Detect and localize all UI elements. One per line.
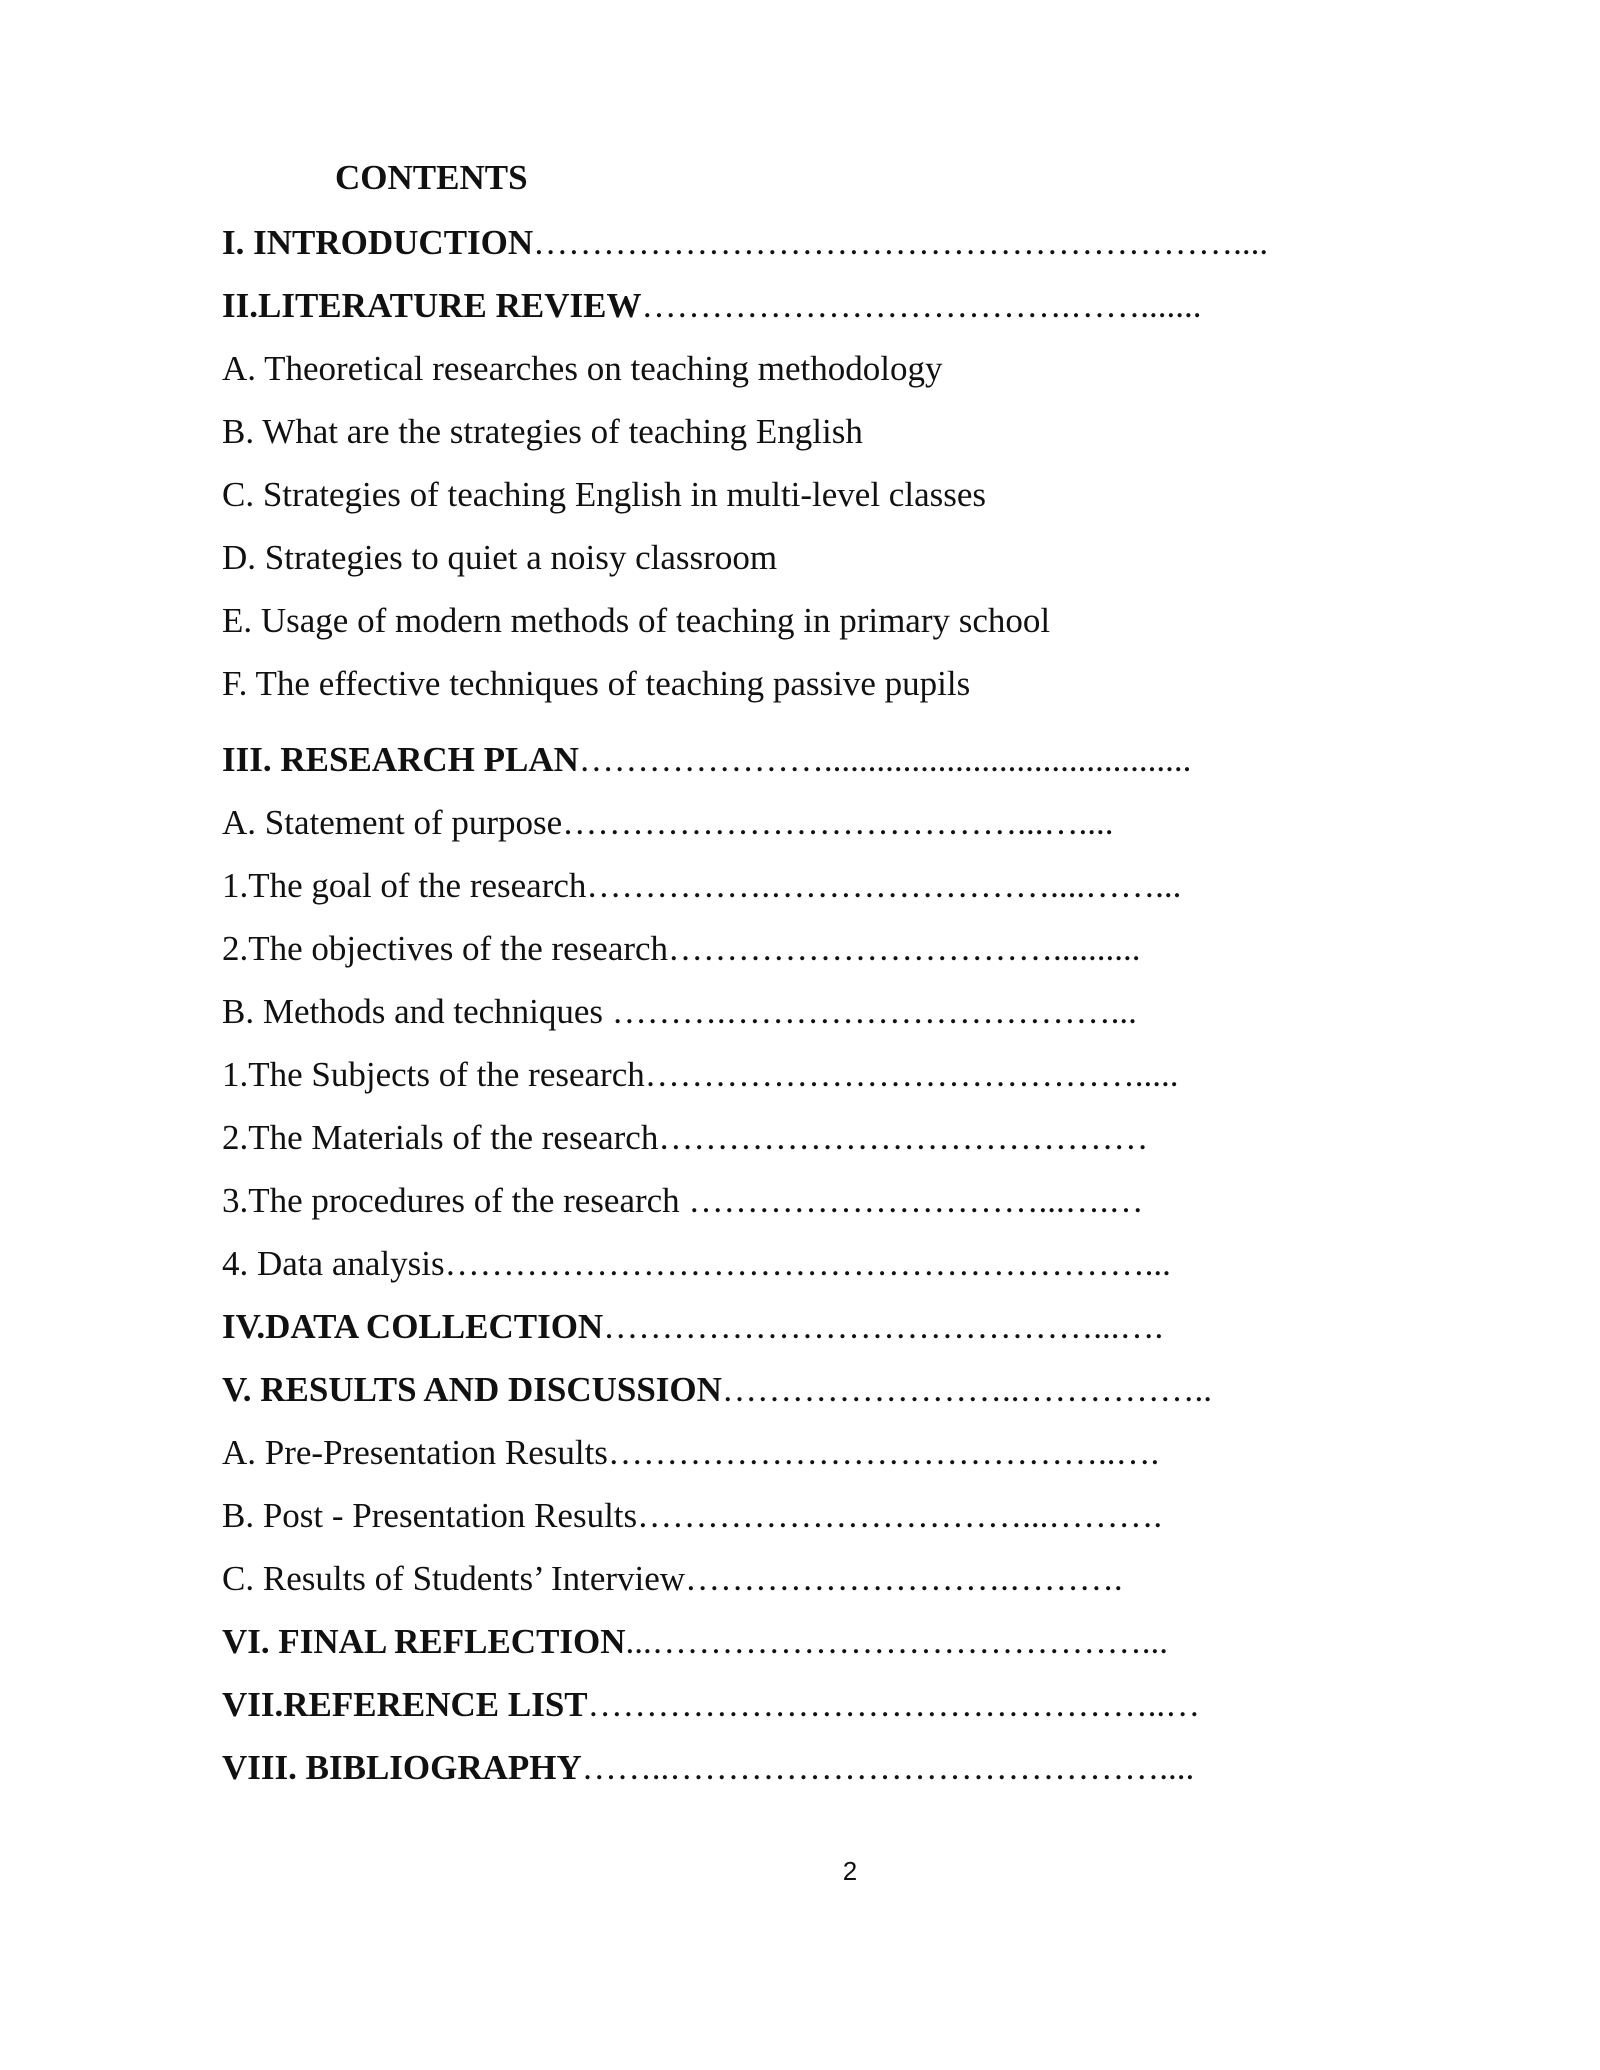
toc-entry-text: II.LITERATURE REVIEW — [222, 286, 642, 325]
toc-entry-text: IV.DATA COLLECTION — [222, 1307, 604, 1346]
toc-entry-text: 2.The Materials of the research — [222, 1118, 659, 1157]
toc-entry-text: III. RESEARCH PLAN — [222, 740, 579, 779]
toc-entry-text: A. Statement of purpose — [222, 803, 563, 842]
toc-entry-text: 1.The Subjects of the research — [222, 1055, 645, 1094]
page-title: CONTENTS — [335, 158, 528, 197]
toc-entry-post-presentation — [222, 1498, 1162, 1533]
toc-entry-statement-of-purpose — [222, 805, 1113, 840]
toc-entry-text: 2.The objectives of the research — [222, 929, 669, 968]
toc-leader-dots: ………………….......................................... — [578, 740, 1192, 779]
toc-entry-text: I. INTRODUCTION — [222, 223, 534, 262]
toc-leader-dots: ……..…………………………………….... — [581, 1748, 1195, 1787]
toc-entry-text: VII.REFERENCE LIST — [222, 1685, 588, 1724]
toc-entry-text: 1.The goal of the research — [222, 866, 587, 905]
toc-entry-procedures — [222, 1183, 1143, 1218]
toc-entry-interview-results — [222, 1561, 1123, 1596]
page-number: 2 — [842, 1856, 858, 1886]
toc-entry-research-plan — [222, 742, 1191, 777]
toc-entry-literature-b — [222, 414, 863, 449]
toc-entry-data-analysis — [222, 1246, 1171, 1281]
toc-entry-text: B. Methods and techniques — [222, 992, 612, 1031]
toc-leader-dots: ……………………..…………….. — [721, 1370, 1212, 1409]
toc-entry-results-discussion — [222, 1372, 1212, 1407]
toc-entry-literature-review — [222, 288, 1201, 323]
toc-entry-subjects — [222, 1057, 1179, 1092]
toc-leader-dots: ……………………….………. — [685, 1559, 1123, 1598]
toc-entry-final-reflection — [222, 1624, 1168, 1659]
toc-entry-text: A. Pre-Presentation Results — [222, 1433, 608, 1472]
toc-leader-dots: ……………………………………..…. — [607, 1433, 1160, 1472]
toc-entry-literature-d — [222, 540, 777, 575]
toc-entry-literature-c — [222, 477, 986, 512]
toc-entry-text: C. Results of Students’ Interview — [222, 1559, 686, 1598]
toc-leader-dots: ……….……………………………... — [611, 992, 1137, 1031]
toc-leader-dots: ...……………………………………... — [625, 1622, 1169, 1661]
toc-leader-dots: …………………………………...….... — [562, 803, 1114, 842]
toc-leader-dots: ……………………………………..... — [644, 1055, 1179, 1094]
toc-entry-text: V. RESULTS AND DISCUSSION — [222, 1370, 722, 1409]
toc-entry-data-collection — [222, 1309, 1163, 1344]
toc-leader-dots: ……………………………………………………... — [444, 1244, 1171, 1283]
toc-entry-materials — [222, 1120, 1148, 1155]
toc-entry-text: C. Strategies of teaching English in multi-level classes — [222, 475, 987, 514]
toc-entry-pre-presentation — [222, 1435, 1159, 1470]
toc-entry-text: 3.The procedures of the research — [222, 1181, 689, 1220]
toc-leader-dots: …………………………………… — [658, 1118, 1149, 1157]
toc-entry-literature-f — [222, 666, 970, 701]
toc-entry-objectives — [222, 931, 1141, 966]
toc-entry-literature-a — [222, 351, 942, 386]
toc-leader-dots: ……………………………….……....... — [641, 286, 1202, 325]
toc-entry-literature-e — [222, 603, 1050, 638]
toc-leader-dots: …………………………………………..… — [587, 1685, 1201, 1724]
toc-entry-text: B. What are the strategies of teaching English — [222, 412, 863, 451]
toc-entry-text: B. Post - Presentation Results — [222, 1496, 638, 1535]
toc-leader-dots: …………………………………………………….... — [533, 223, 1269, 262]
toc-leader-dots: ……………………………...………. — [637, 1496, 1163, 1535]
toc-leader-dots: …………………………...….… — [688, 1181, 1144, 1220]
toc-entry-text: D. Strategies to quiet a noisy classroom — [222, 538, 778, 577]
toc-entry-text: VI. FINAL REFLECTION — [222, 1622, 626, 1661]
toc-entry-text: F. The effective techniques of teaching passive pupils — [222, 664, 971, 703]
toc-leader-dots: …………………………….......... — [668, 929, 1141, 968]
toc-entry-text: E. Usage of modern methods of teaching in primary school — [222, 601, 1051, 640]
toc-entry-text: A. Theoretical researches on teaching methodology — [222, 349, 943, 388]
toc-entry-text: 4. Data analysis — [222, 1244, 445, 1283]
toc-entry-introduction — [222, 225, 1268, 260]
toc-entry-goal — [222, 868, 1181, 903]
toc-entry-methods — [222, 994, 1137, 1029]
toc-leader-dots: …………….……………………....……... — [586, 866, 1182, 905]
toc-entry-bibliography — [222, 1750, 1194, 1785]
toc-leader-dots: ……………………………………...…. — [603, 1307, 1164, 1346]
toc-entry-reference-list — [222, 1687, 1200, 1722]
toc-entry-text: VIII. BIBLIOGRAPHY — [222, 1748, 582, 1787]
